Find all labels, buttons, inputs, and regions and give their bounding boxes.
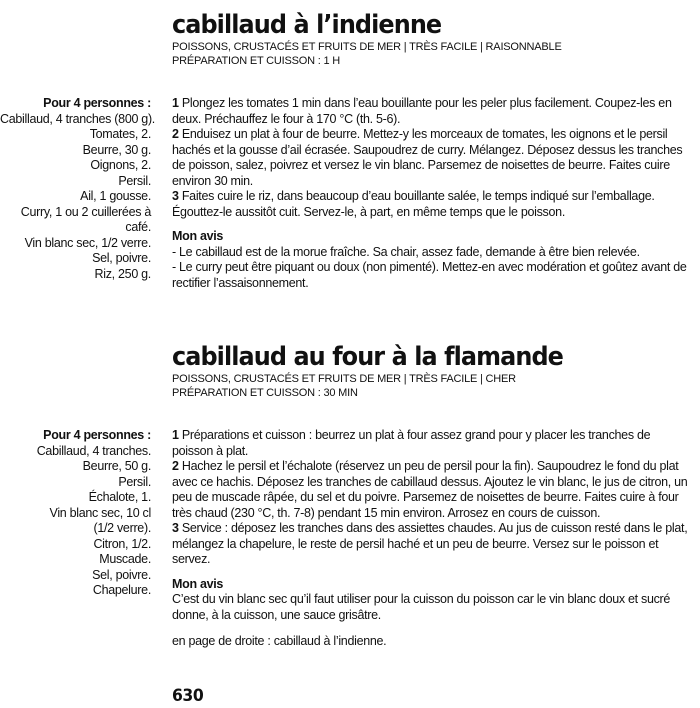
ingredient: (1/2 verre).	[93, 521, 151, 535]
ingredient: Vin blanc sec, 10 cl	[49, 505, 151, 520]
step-text: Plongez les tomates 1 min dans l’eau bouillante pour les peler plus facilement. Coupez-les en deux. Préchauffez le four à 170 °C (th. 5-6).	[172, 96, 672, 126]
step	[172, 127, 692, 189]
ingredient: Oignons, 2.	[90, 158, 151, 172]
recipe-title: cabillaud à l’indienne	[172, 10, 442, 40]
recipe-steps	[172, 96, 692, 291]
ingredient: Vin blanc sec, 1/2 verre.	[24, 235, 151, 250]
step-text: Faites cuire le riz, dans beaucoup d’eau bouillante salée, le temps indiqué sur l’emballage. Égouttez-le aussitôt cuit. Servez-le, à part, en même temps que le poisson.	[172, 189, 655, 219]
recipe-time: PRÉPARATION ET CUISSON : 30 MIN	[172, 387, 358, 399]
step-number: 3	[172, 521, 179, 535]
ingredient: Cabillaud, 4 tranches (800 g).	[0, 111, 155, 126]
avis-line: - Le cabillaud est de la morue fraîche. Sa chair, assez fade, demande à être bien relevée.	[172, 244, 640, 259]
ingredient: Persil.	[118, 173, 151, 188]
ingredient: Persil.	[118, 474, 151, 489]
step	[172, 459, 692, 521]
ingredient: Sel, poivre.	[92, 567, 151, 582]
ingredients-header: Pour 4 personnes :	[43, 96, 151, 110]
recipe-category: POISSONS, CRUSTACÉS ET FRUITS DE MER | TRÈS FACILE | RAISONNABLE	[172, 41, 562, 53]
cross-reference-note: en page de droite : cabillaud à l’indienne.	[172, 634, 387, 648]
ingredient: Chapelure.	[92, 583, 151, 597]
avis-title: Mon avis	[172, 576, 224, 591]
ingredient: Sel, poivre.	[92, 251, 151, 265]
recipe-time: PRÉPARATION ET CUISSON : 1 H	[172, 55, 340, 67]
step-text: Préparations et cuisson : beurrez un plat à four assez grand pour y placer les tranches de poisson à plat.	[172, 428, 651, 458]
ingredient: Échalote, 1.	[88, 490, 151, 504]
mon-avis	[172, 229, 692, 291]
avis-title: Mon avis	[172, 229, 224, 243]
step-number: 3	[172, 189, 179, 203]
ingredient: Ail, 1 gousse.	[80, 189, 151, 203]
ingredients-list	[0, 96, 155, 282]
page-number: 630	[172, 686, 204, 706]
ingredient: Beurre, 50 g.	[82, 459, 151, 473]
ingredient: Tomates, 2.	[89, 127, 151, 141]
ingredient: Cabillaud, 4 tranches.	[36, 443, 151, 458]
step-number: 2	[172, 127, 179, 141]
ingredient: café.	[125, 220, 151, 234]
step-text: Service : déposez les tranches dans des assiettes chaudes. Au jus de cuisson resté dans le plat, mélangez la chapelure, le reste de persil haché et un peu de beurre. Versez sur le poisson et servez.	[172, 521, 688, 566]
step-text: Enduisez un plat à four de beurre. Mettez-y les morceaux de tomates, les oignons et le persil hachés et la gousse d’ail écrasée. Saupoudrez de curry. Mélangez. Déposez dessus les tranches de poisson, salez, poivrez et versez le vin blanc. Parsemez de noisettes de beurre. Faites cuire environ 30 min.	[172, 127, 683, 188]
recipe-category: POISSONS, CRUSTACÉS ET FRUITS DE MER | TRÈS FACILE | CHER	[172, 373, 516, 385]
step-number: 2	[172, 459, 179, 473]
ingredients-header: Pour 4 personnes :	[43, 428, 151, 442]
step-number: 1	[172, 96, 179, 110]
ingredient: Beurre, 30 g.	[82, 142, 151, 157]
avis-line: C’est du vin blanc sec qu’il faut utiliser pour la cuisson du poisson car le vin blanc doux et sucré donne, à la cuisson, une sauce grisâtre.	[172, 592, 671, 622]
recipe-title: cabillaud au four à la flamande	[172, 342, 563, 372]
step	[172, 428, 692, 459]
step	[172, 96, 692, 127]
ingredient: Muscade.	[99, 552, 151, 566]
ingredients-list	[0, 428, 151, 599]
recipe-steps	[172, 428, 692, 623]
step	[172, 521, 692, 568]
ingredient: Curry, 1 ou 2 cuillerées à	[20, 204, 151, 219]
step	[172, 189, 692, 220]
mon-avis	[172, 577, 692, 624]
ingredient: Citron, 1/2.	[93, 536, 151, 551]
avis-line: - Le curry peut être piquant ou doux (non pimenté). Mettez-en avec modération et goûtez avant de rectifier l’assaisonnement.	[172, 260, 687, 290]
step-text: Hachez le persil et l’échalote (réservez un peu de persil pour la fin). Saupoudrez le fond du plat avec ce hachis. Déposez les tranches de cabillaud dessus. Ajoutez le vin blanc, le jus de citron, un peu de muscade râpée, du sel et du poivre. Parsemez de noisettes de beurre. Faites cuire à four très chaud (230 °C, th. 7-8) pendant 15 min environ. Arrosez en cours de cuisson.	[172, 459, 688, 520]
step-number: 1	[172, 428, 179, 442]
ingredient: Riz, 250 g.	[94, 266, 151, 281]
